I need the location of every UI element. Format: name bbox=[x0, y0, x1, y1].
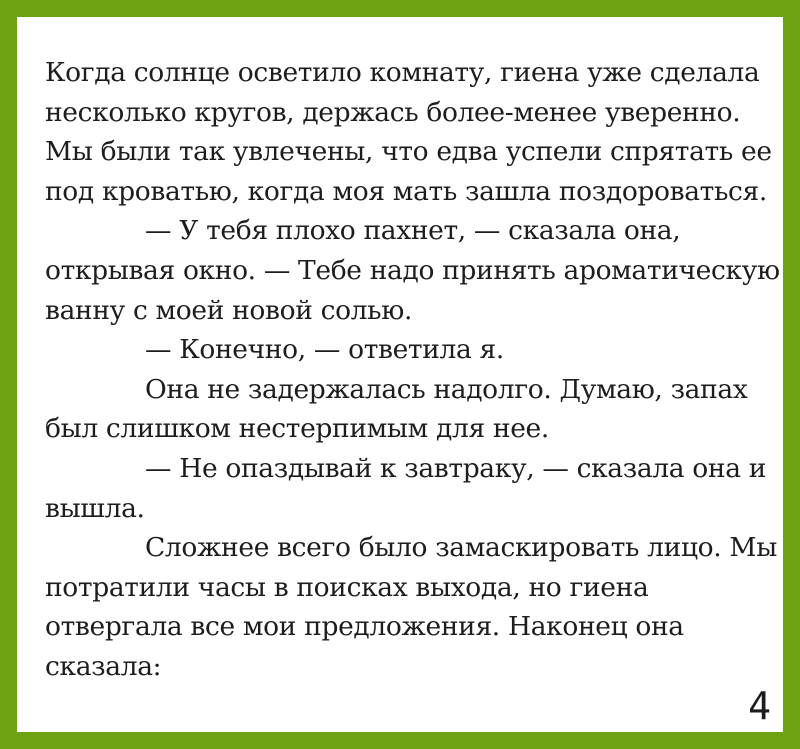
paragraph-2: — У тебя плохо пахнет, — сказала она, открывая окно. — Тебе надо принять ароматическую ванну с моей новой солью. bbox=[45, 215, 780, 326]
page-number: 4 bbox=[748, 684, 771, 728]
paragraph-5: — Не опаздывай к завтраку, — сказала она и вышла. bbox=[45, 452, 767, 524]
story-text bbox=[45, 53, 787, 687]
paragraph-6: Сложнее всего было замаскировать лицо. Мы потратили часы в поисках выхода, но гиена отвергала все мои предложения. Наконец она сказала: bbox=[45, 532, 777, 682]
paragraph-4: Она не задержалась надолго. Думаю, запах был слишком нестерпимым для нее. bbox=[45, 373, 748, 445]
paragraph-1: Когда солнце осветило комнату, гиена уже сделала несколько кругов, держась более-менее уверенно. Мы были так увлечены, что едва успели спрятать ее под кроватью, когда моя мать зашла поздороваться. bbox=[45, 57, 772, 207]
paragraph-3: — Конечно, — ответила я. bbox=[145, 334, 504, 366]
